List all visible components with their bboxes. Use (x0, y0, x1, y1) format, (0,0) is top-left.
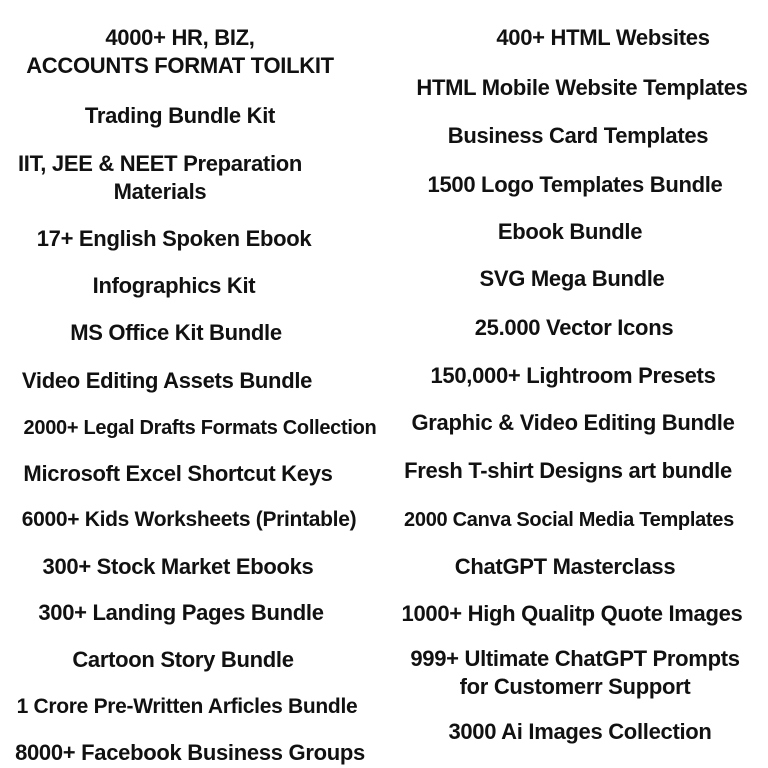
right-item-canva-templates: 2000 Canva Social Media Templates (404, 509, 734, 531)
left-item-trading-bundle-kit: Trading Bundle Kit (84, 103, 276, 128)
left-item-video-editing-assets: Video Editing Assets Bundle (21, 368, 313, 393)
right-item-logo-templates-bundle: 1500 Logo Templates Bundle (427, 172, 723, 197)
left-item-kids-worksheets: 6000+ Kids Worksheets (Printable) (21, 508, 357, 531)
left-item-landing-pages-bundle: 300+ Landing Pages Bundle (38, 600, 324, 625)
right-item-html-mobile-templates: HTML Mobile Website Templates (416, 75, 748, 100)
right-item-business-card-templates: Business Card Templates (447, 123, 709, 148)
right-item-chatgpt-masterclass: ChatGPT Masterclass (454, 554, 676, 579)
right-item-tshirt-designs: Fresh T-shirt Designs art bundle (404, 458, 732, 483)
left-item-stock-market-ebooks: 300+ Stock Market Ebooks (42, 554, 314, 579)
left-item-facebook-business-groups: 8000+ Facebook Business Groups (15, 740, 365, 765)
left-item-infographics-kit: Infographics Kit (92, 273, 256, 298)
right-item-html-websites: 400+ HTML Websites (496, 25, 710, 50)
right-item-svg-mega-bundle: SVG Mega Bundle (479, 266, 665, 291)
right-item-graphic-video-editing: Graphic & Video Editing Bundle (411, 410, 735, 435)
left-item-english-spoken-ebook: 17+ English Spoken Ebook (36, 226, 312, 251)
left-item-cartoon-story-bundle: Cartoon Story Bundle (72, 647, 294, 672)
left-item-hr-biz-accounts-toolkit: 4000+ HR, BIZ, ACCOUNTS FORMAT TOILKIT (26, 25, 334, 78)
left-item-excel-shortcut-keys: Microsoft Excel Shortcut Keys (23, 461, 333, 486)
right-item-lightroom-presets: 150,000+ Lightroom Presets (430, 363, 716, 388)
right-item-ai-images-collection: 3000 Ai Images Collection (448, 719, 712, 744)
left-item-legal-drafts-collection: 2000+ Legal Drafts Formats Collection (23, 417, 377, 439)
right-item-vector-icons: 25.000 Vector Icons (474, 315, 674, 340)
left-item-pre-written-articles: 1 Crore Pre-Written Arficles Bundle (16, 695, 358, 718)
left-item-iit-jee-neet-materials: IIT, JEE & NEET Preparation Materials (17, 151, 303, 204)
right-item-quote-images: 1000+ High Qualitp Quote Images (401, 601, 743, 626)
left-item-ms-office-kit-bundle: MS Office Kit Bundle (70, 320, 282, 345)
right-item-chatgpt-prompts: 999+ Ultimate ChatGPT Prompts for Customerr Support (410, 646, 740, 699)
right-item-ebook-bundle: Ebook Bundle (497, 219, 643, 244)
